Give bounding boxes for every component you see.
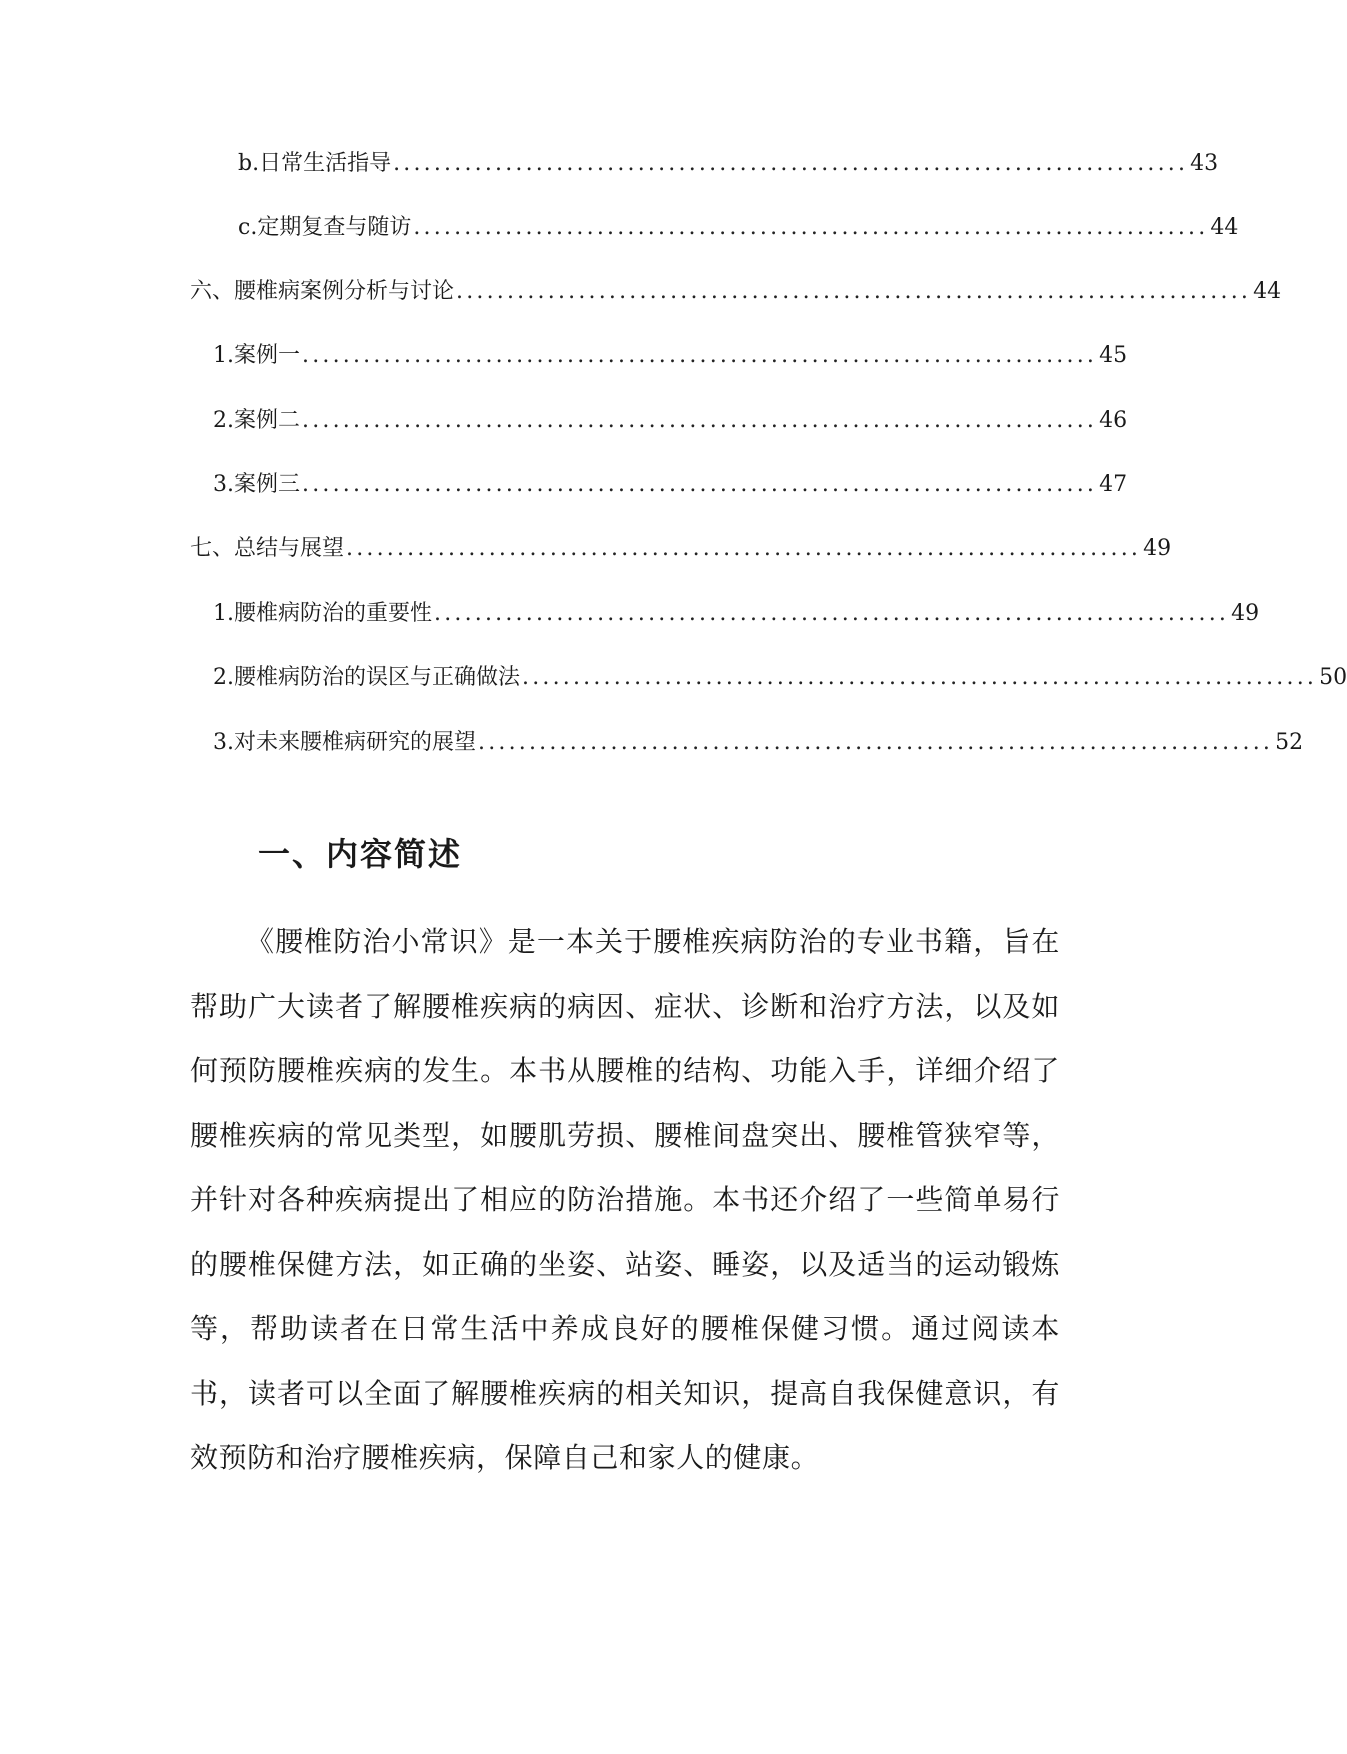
toc-entry-number: b. — [238, 151, 260, 176]
toc-entry[interactable] — [190, 274, 1282, 310]
toc-entry-page: 49 — [1231, 601, 1260, 626]
toc-entry[interactable] — [213, 596, 1260, 632]
toc-dot-leader: .............................................................................. — [522, 665, 1318, 690]
toc-entry-title: 六、腰椎病案例分析与讨论 — [190, 279, 455, 304]
toc-entry-title: 案例一 — [234, 343, 301, 368]
toc-entry-number: 1. — [213, 601, 234, 626]
toc-dot-leader: .............................................................................. — [413, 215, 1209, 240]
toc-entry[interactable] — [213, 660, 1347, 696]
toc-entry-page: 49 — [1143, 536, 1172, 561]
toc-entry-page: 45 — [1099, 343, 1128, 368]
toc-dot-leader: .............................................................................. — [302, 343, 1098, 368]
toc-entry-title: 腰椎病防治的误区与正确做法 — [234, 665, 521, 690]
toc-dot-leader: .............................................................................. — [302, 472, 1098, 497]
toc-entry-page: 47 — [1099, 472, 1128, 497]
toc-entry-title: 对未来腰椎病研究的展望 — [234, 730, 477, 755]
toc-entry-number: 3. — [213, 730, 234, 755]
toc-dot-leader: .............................................................................. — [456, 279, 1252, 304]
toc-entry-title: 七、总结与展望 — [190, 536, 345, 561]
toc-entry-title: 腰椎病防治的重要性 — [234, 601, 433, 626]
toc-entry-number: c. — [238, 215, 258, 240]
toc-entry-page: 46 — [1099, 408, 1128, 433]
toc-entry[interactable] — [213, 338, 1128, 374]
toc-entry-title: 日常生活指导 — [259, 151, 392, 176]
toc-dot-leader: .............................................................................. — [478, 730, 1274, 755]
toc-entry-page: 50 — [1319, 665, 1347, 690]
toc-dot-leader: .............................................................................. — [346, 536, 1142, 561]
toc-entry-number: 2. — [213, 665, 234, 690]
toc-entry-page: 44 — [1253, 279, 1282, 304]
toc-entry-title: 案例三 — [234, 472, 301, 497]
toc-entry-page: 52 — [1275, 730, 1304, 755]
toc-dot-leader: .............................................................................. — [393, 151, 1189, 176]
toc-entry[interactable] — [213, 467, 1128, 503]
section-paragraph: 《腰椎防治小常识》是一本关于腰椎疾病防治的专业书籍，旨在帮助广大读者了解腰椎疾病的病因、症状、诊断和治疗方法，以及如何预防腰椎疾病的发生。本书从腰椎的结构、功能入手，详细介绍了腰椎疾病的常见类型，如腰肌劳损、腰椎间盘突出、腰椎管狭窄等，并针对各种疾病提出了相应的防治措施。本书还介绍了一些简单易行的腰椎保健方法，如正确的坐姿、站姿、睡姿，以及适当的运动锻炼等，帮助读者在日常生活中养成良好的腰椎保健习惯。通过阅读本书，读者可以全面了解腰椎疾病的相关知识，提高自我保健意识，有效预防和治疗腰椎疾病，保障自己和家人的健康。 — [190, 925, 1060, 1474]
toc-entry-number: 2. — [213, 408, 234, 433]
toc-entry[interactable] — [238, 210, 1239, 246]
toc-entry-page: 43 — [1190, 151, 1219, 176]
toc-dot-leader: .............................................................................. — [302, 408, 1098, 433]
toc-entry-number: 1. — [213, 343, 234, 368]
toc-entry-title: 案例二 — [234, 408, 301, 433]
toc-entry[interactable] — [190, 531, 1172, 567]
toc-entry[interactable] — [238, 146, 1219, 182]
toc-entry[interactable] — [213, 403, 1128, 439]
toc-entry-title: 定期复查与随访 — [257, 215, 412, 240]
toc-entry[interactable] — [213, 725, 1304, 761]
toc-entry-number: 3. — [213, 472, 234, 497]
section-heading: 一、内容简述 — [258, 835, 463, 873]
toc-entry-page: 44 — [1210, 215, 1239, 240]
toc-dot-leader: .............................................................................. — [434, 601, 1230, 626]
